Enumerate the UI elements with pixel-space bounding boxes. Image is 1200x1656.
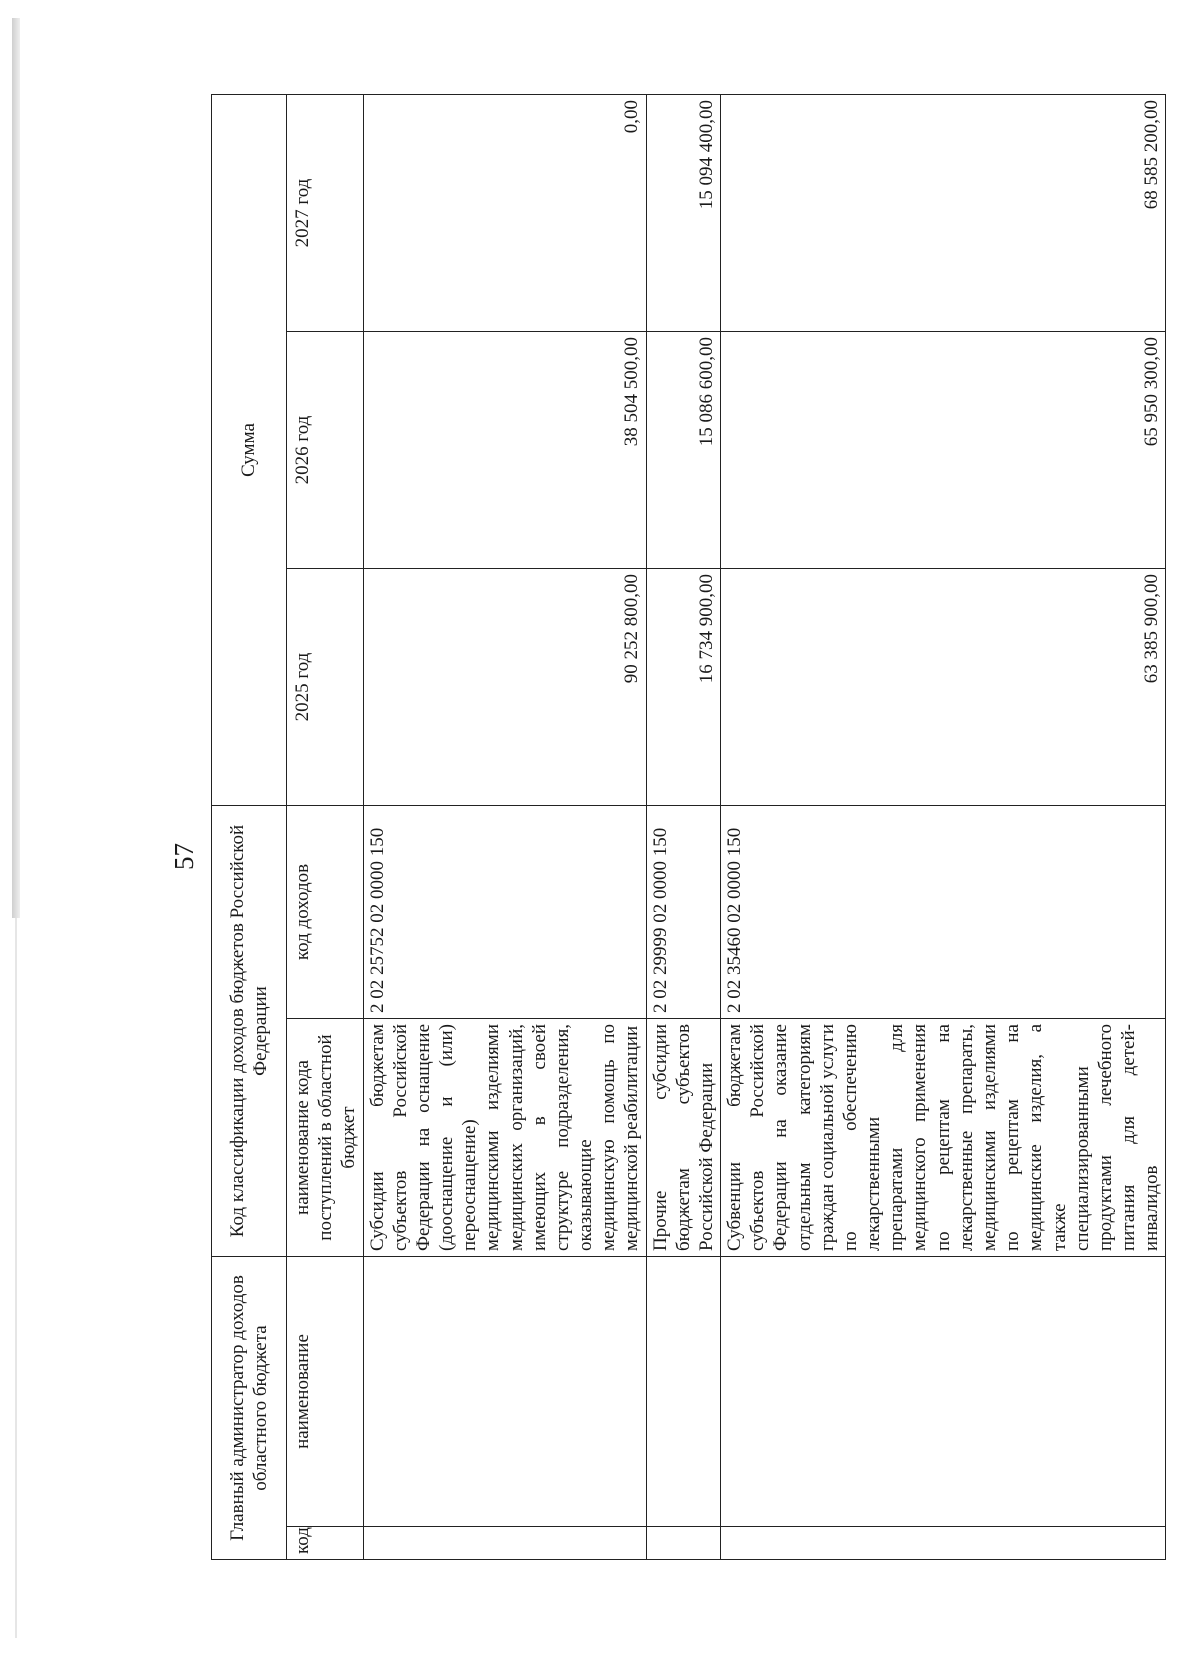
year-2027-header: 2027 год xyxy=(287,94,364,331)
scan-edge-line xyxy=(15,918,17,1638)
income-code-cell: 2 02 25752 02 0000 150 xyxy=(363,806,646,1019)
income-name-header: наименование кода поступлений в областной бюджет xyxy=(287,1019,364,1257)
header-row-1 xyxy=(212,94,287,1559)
income-name-cell: Прочие субсидии бюджетам субъектов Российской Федерации xyxy=(646,1019,721,1257)
sum-2025-cell: 63 385 900,00 xyxy=(721,569,1166,806)
table-row xyxy=(363,94,646,1559)
admin-name-cell xyxy=(646,1257,721,1527)
sum-2027-cell: 15 094 400,00 xyxy=(646,94,721,331)
sum-2026-cell: 65 950 300,00 xyxy=(721,332,1166,569)
table-row xyxy=(646,94,721,1559)
admin-code-cell xyxy=(646,1527,721,1560)
year-2025-header: 2025 год xyxy=(287,569,364,806)
income-code-cell: 2 02 35460 02 0000 150 xyxy=(721,806,1166,1019)
income-name-cell: Субвенции бюджетам субъектов Российской Федерации на оказание отдельным категориям граждан социальной услуги по обеспечению лекарственными препаратами для медицинского применения по рецептам на лекарственные препараты, медицинскими изделиями по рецептам на медицинские изделия, а также специализированными продуктами лечебного питания для детей-инвалидов xyxy=(721,1019,1166,1257)
table-row xyxy=(721,94,1166,1559)
header-row-2 xyxy=(287,94,364,1559)
sum-2025-cell: 90 252 800,00 xyxy=(363,569,646,806)
revenue-table xyxy=(211,94,1166,1560)
income-code-cell: 2 02 29999 02 0000 150 xyxy=(646,806,721,1019)
classification-group-header: Код классификации доходов бюджетов Российской Федерации xyxy=(212,806,287,1257)
income-code-header: код доходов xyxy=(287,806,364,1019)
admin-name-cell xyxy=(721,1257,1166,1527)
year-2026-header: 2026 год xyxy=(287,332,364,569)
sum-2025-cell: 16 734 900,00 xyxy=(646,569,721,806)
page-number: 57 xyxy=(169,843,199,870)
sum-2026-cell: 15 086 600,00 xyxy=(646,332,721,569)
admin-code-header: код xyxy=(287,1527,364,1560)
admin-code-cell xyxy=(363,1527,646,1560)
sum-2026-cell: 38 504 500,00 xyxy=(363,332,646,569)
rotated-page xyxy=(169,95,1163,1560)
scan-edge xyxy=(12,18,20,918)
admin-name-cell xyxy=(363,1257,646,1527)
admin-group-header: Главный администратор доходов областного бюджета xyxy=(212,1257,287,1560)
admin-code-cell xyxy=(721,1527,1166,1560)
income-name-cell: Субсидии бюджетам субъектов Российской Федерации на оснащение (дооснащение и (или) переоснащение) медицинскими изделиями медицинских организаций, имеющих в своей структуре подразделения, оказывающие медицинскую помощь по медицинской реабилитации xyxy=(363,1019,646,1257)
sum-group-header: Сумма xyxy=(212,94,287,805)
sum-2027-cell: 68 585 200,00 xyxy=(721,94,1166,331)
sum-2027-cell: 0,00 xyxy=(363,94,646,331)
admin-name-header: наименование xyxy=(287,1257,364,1527)
